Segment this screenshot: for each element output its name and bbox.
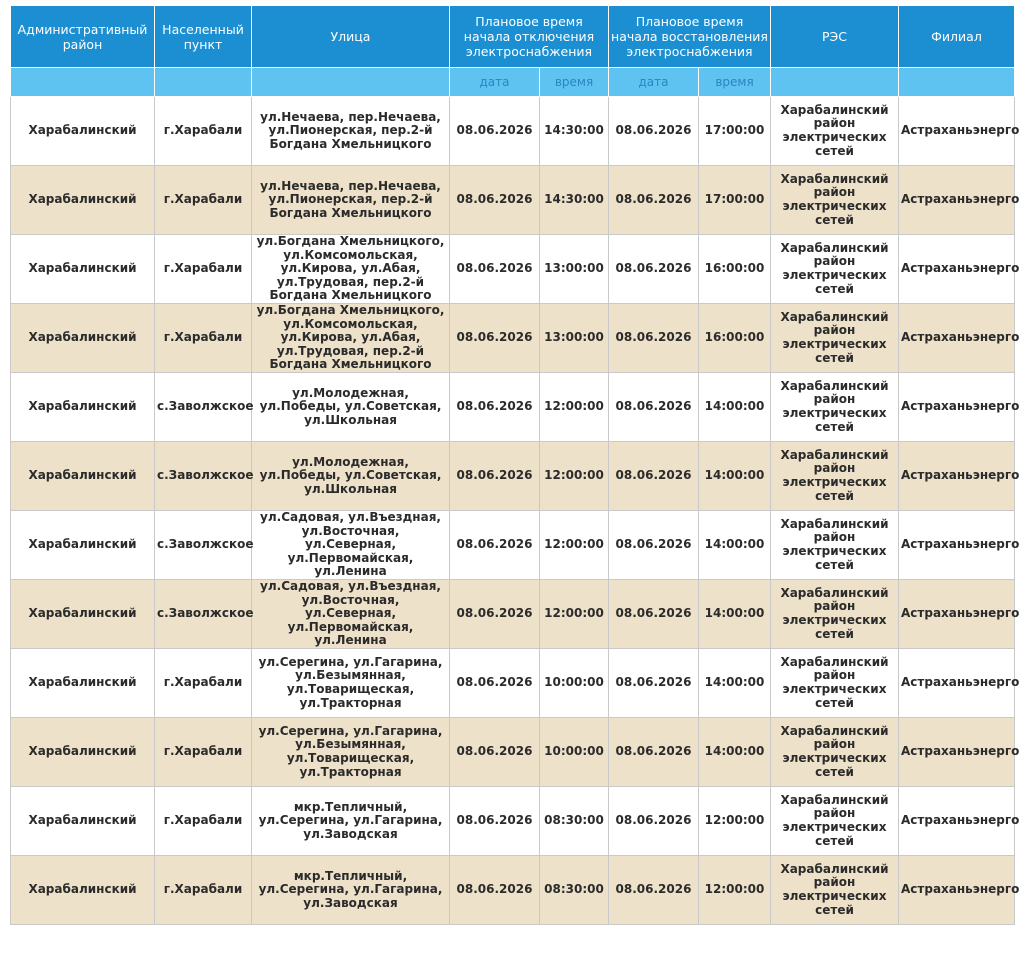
cell-settlement: г.Харабали <box>155 856 252 925</box>
cell-settlement: с.Заволжское <box>155 442 252 511</box>
cell-res: Харабалинский район электрических сетей <box>771 718 899 787</box>
cell-off-date: 08.06.2026 <box>450 580 540 649</box>
cell-off-time: 12:00:00 <box>540 442 609 511</box>
cell-off-time: 10:00:00 <box>540 649 609 718</box>
cell-branch: Астраханьэнерго <box>899 856 1015 925</box>
subheader-on-time: время <box>699 68 771 97</box>
cell-off-date: 08.06.2026 <box>450 373 540 442</box>
cell-on-date: 08.06.2026 <box>609 97 699 166</box>
table-row <box>11 97 1015 166</box>
cell-res: Харабалинский район электрических сетей <box>771 166 899 235</box>
table-row <box>11 580 1015 649</box>
cell-district: Харабалинский <box>11 718 155 787</box>
cell-settlement: г.Харабали <box>155 166 252 235</box>
cell-off-time: 13:00:00 <box>540 235 609 304</box>
cell-branch: Астраханьэнерго <box>899 166 1015 235</box>
cell-streets: ул.Молодежная, ул.Победы, ул.Советская, ул.Школьная <box>252 373 450 442</box>
cell-res: Харабалинский район электрических сетей <box>771 304 899 373</box>
cell-res: Харабалинский район электрических сетей <box>771 856 899 925</box>
table-row <box>11 649 1015 718</box>
cell-off-date: 08.06.2026 <box>450 442 540 511</box>
subheader-row <box>11 68 1015 97</box>
cell-on-time: 14:00:00 <box>699 373 771 442</box>
cell-on-time: 17:00:00 <box>699 97 771 166</box>
cell-on-date: 08.06.2026 <box>609 787 699 856</box>
table-header <box>11 6 1015 97</box>
cell-streets: мкр.Тепличный, ул.Серегина, ул.Гагарина, ул.Заводская <box>252 787 450 856</box>
cell-settlement: г.Харабали <box>155 235 252 304</box>
subheader-off-date: дата <box>450 68 540 97</box>
cell-branch: Астраханьэнерго <box>899 718 1015 787</box>
cell-streets: ул.Садовая, ул.Въездная, ул.Восточная, ул.Северная, ул.Первомайская, ул.Ленина <box>252 511 450 580</box>
header-res: РЭС <box>771 6 899 68</box>
cell-district: Харабалинский <box>11 580 155 649</box>
cell-branch: Астраханьэнерго <box>899 580 1015 649</box>
cell-district: Харабалинский <box>11 97 155 166</box>
cell-streets: мкр.Тепличный, ул.Серегина, ул.Гагарина, ул.Заводская <box>252 856 450 925</box>
cell-on-date: 08.06.2026 <box>609 856 699 925</box>
table-row <box>11 373 1015 442</box>
header-row <box>11 6 1015 68</box>
cell-on-time: 14:00:00 <box>699 649 771 718</box>
cell-on-time: 14:00:00 <box>699 442 771 511</box>
cell-off-date: 08.06.2026 <box>450 649 540 718</box>
cell-on-time: 16:00:00 <box>699 304 771 373</box>
cell-streets: ул.Молодежная, ул.Победы, ул.Советская, ул.Школьная <box>252 442 450 511</box>
cell-district: Харабалинский <box>11 649 155 718</box>
cell-res: Харабалинский район электрических сетей <box>771 97 899 166</box>
cell-res: Харабалинский район электрических сетей <box>771 580 899 649</box>
cell-settlement: г.Харабали <box>155 718 252 787</box>
subheader-empty <box>771 68 899 97</box>
cell-on-time: 12:00:00 <box>699 787 771 856</box>
cell-on-date: 08.06.2026 <box>609 166 699 235</box>
cell-res: Харабалинский район электрических сетей <box>771 787 899 856</box>
cell-streets: ул.Богдана Хмельницкого, ул.Комсомольская, ул.Кирова, ул.Абая, ул.Трудовая, пер.2-й Богдана Хмельницкого <box>252 304 450 373</box>
cell-on-date: 08.06.2026 <box>609 511 699 580</box>
cell-off-date: 08.06.2026 <box>450 304 540 373</box>
cell-district: Харабалинский <box>11 235 155 304</box>
header-off-start: Плановое время начала отключения электроснабжения <box>450 6 609 68</box>
header-branch: Филиал <box>899 6 1015 68</box>
cell-on-date: 08.06.2026 <box>609 304 699 373</box>
table-row <box>11 718 1015 787</box>
table-row <box>11 235 1015 304</box>
subheader-on-date: дата <box>609 68 699 97</box>
header-restore: Плановое время начала восстановления электроснабжения <box>609 6 771 68</box>
cell-res: Харабалинский район электрических сетей <box>771 235 899 304</box>
cell-off-date: 08.06.2026 <box>450 856 540 925</box>
cell-settlement: с.Заволжское <box>155 511 252 580</box>
cell-district: Харабалинский <box>11 373 155 442</box>
cell-off-date: 08.06.2026 <box>450 511 540 580</box>
cell-district: Харабалинский <box>11 787 155 856</box>
table-row <box>11 304 1015 373</box>
cell-streets: ул.Садовая, ул.Въездная, ул.Восточная, ул.Северная, ул.Первомайская, ул.Ленина <box>252 580 450 649</box>
header-street: Улица <box>252 6 450 68</box>
table-row <box>11 856 1015 925</box>
cell-off-date: 08.06.2026 <box>450 718 540 787</box>
cell-branch: Астраханьэнерго <box>899 787 1015 856</box>
cell-on-time: 14:00:00 <box>699 580 771 649</box>
cell-off-time: 13:00:00 <box>540 304 609 373</box>
cell-res: Харабалинский район электрических сетей <box>771 442 899 511</box>
cell-off-date: 08.06.2026 <box>450 787 540 856</box>
header-district: Административный район <box>11 6 155 68</box>
cell-res: Харабалинский район электрических сетей <box>771 511 899 580</box>
cell-off-time: 12:00:00 <box>540 511 609 580</box>
cell-off-time: 12:00:00 <box>540 373 609 442</box>
cell-off-time: 14:30:00 <box>540 97 609 166</box>
cell-off-date: 08.06.2026 <box>450 166 540 235</box>
cell-on-time: 16:00:00 <box>699 235 771 304</box>
cell-on-time: 17:00:00 <box>699 166 771 235</box>
cell-streets: ул.Богдана Хмельницкого, ул.Комсомольская, ул.Кирова, ул.Абая, ул.Трудовая, пер.2-й Богдана Хмельницкого <box>252 235 450 304</box>
cell-settlement: г.Харабали <box>155 97 252 166</box>
cell-streets: ул.Серегина, ул.Гагарина, ул.Безымянная, ул.Товарищеская, ул.Тракторная <box>252 718 450 787</box>
cell-settlement: г.Харабали <box>155 787 252 856</box>
table-body <box>11 97 1020 925</box>
cell-off-time: 14:30:00 <box>540 166 609 235</box>
cell-streets: ул.Нечаева, пер.Нечаева, ул.Пионерская, пер.2-й Богдана Хмельницкого <box>252 97 450 166</box>
cell-on-time: 12:00:00 <box>699 856 771 925</box>
cell-branch: Астраханьэнерго <box>899 97 1015 166</box>
cell-streets: ул.Серегина, ул.Гагарина, ул.Безымянная, ул.Товарищеская, ул.Тракторная <box>252 649 450 718</box>
cell-district: Харабалинский <box>11 511 155 580</box>
outage-schedule-table <box>10 5 1020 925</box>
cell-district: Харабалинский <box>11 304 155 373</box>
subheader-empty <box>899 68 1015 97</box>
cell-branch: Астраханьэнерго <box>899 649 1015 718</box>
cell-off-time: 12:00:00 <box>540 580 609 649</box>
cell-off-date: 08.06.2026 <box>450 97 540 166</box>
table-row <box>11 511 1015 580</box>
subheader-empty <box>252 68 450 97</box>
cell-res: Харабалинский район электрических сетей <box>771 373 899 442</box>
cell-branch: Астраханьэнерго <box>899 373 1015 442</box>
header-settlement: Населенный пункт <box>155 6 252 68</box>
cell-district: Харабалинский <box>11 442 155 511</box>
cell-settlement: г.Харабали <box>155 649 252 718</box>
cell-district: Харабалинский <box>11 166 155 235</box>
cell-on-time: 14:00:00 <box>699 511 771 580</box>
cell-on-date: 08.06.2026 <box>609 718 699 787</box>
cell-on-date: 08.06.2026 <box>609 442 699 511</box>
cell-branch: Астраханьэнерго <box>899 511 1015 580</box>
cell-off-time: 08:30:00 <box>540 787 609 856</box>
cell-settlement: с.Заволжское <box>155 580 252 649</box>
cell-on-date: 08.06.2026 <box>609 235 699 304</box>
cell-on-date: 08.06.2026 <box>609 649 699 718</box>
cell-settlement: г.Харабали <box>155 304 252 373</box>
cell-branch: Астраханьэнерго <box>899 442 1015 511</box>
cell-streets: ул.Нечаева, пер.Нечаева, ул.Пионерская, пер.2-й Богдана Хмельницкого <box>252 166 450 235</box>
table-row <box>11 442 1015 511</box>
cell-res: Харабалинский район электрических сетей <box>771 649 899 718</box>
subheader-empty <box>11 68 155 97</box>
cell-settlement: с.Заволжское <box>155 373 252 442</box>
cell-off-time: 08:30:00 <box>540 856 609 925</box>
table-row <box>11 787 1015 856</box>
subheader-off-time: время <box>540 68 609 97</box>
cell-on-date: 08.06.2026 <box>609 373 699 442</box>
cell-off-time: 10:00:00 <box>540 718 609 787</box>
cell-on-time: 14:00:00 <box>699 718 771 787</box>
cell-district: Харабалинский <box>11 856 155 925</box>
cell-branch: Астраханьэнерго <box>899 235 1015 304</box>
cell-branch: Астраханьэнерго <box>899 304 1015 373</box>
subheader-empty <box>155 68 252 97</box>
cell-on-date: 08.06.2026 <box>609 580 699 649</box>
table-row <box>11 166 1015 235</box>
cell-off-date: 08.06.2026 <box>450 235 540 304</box>
